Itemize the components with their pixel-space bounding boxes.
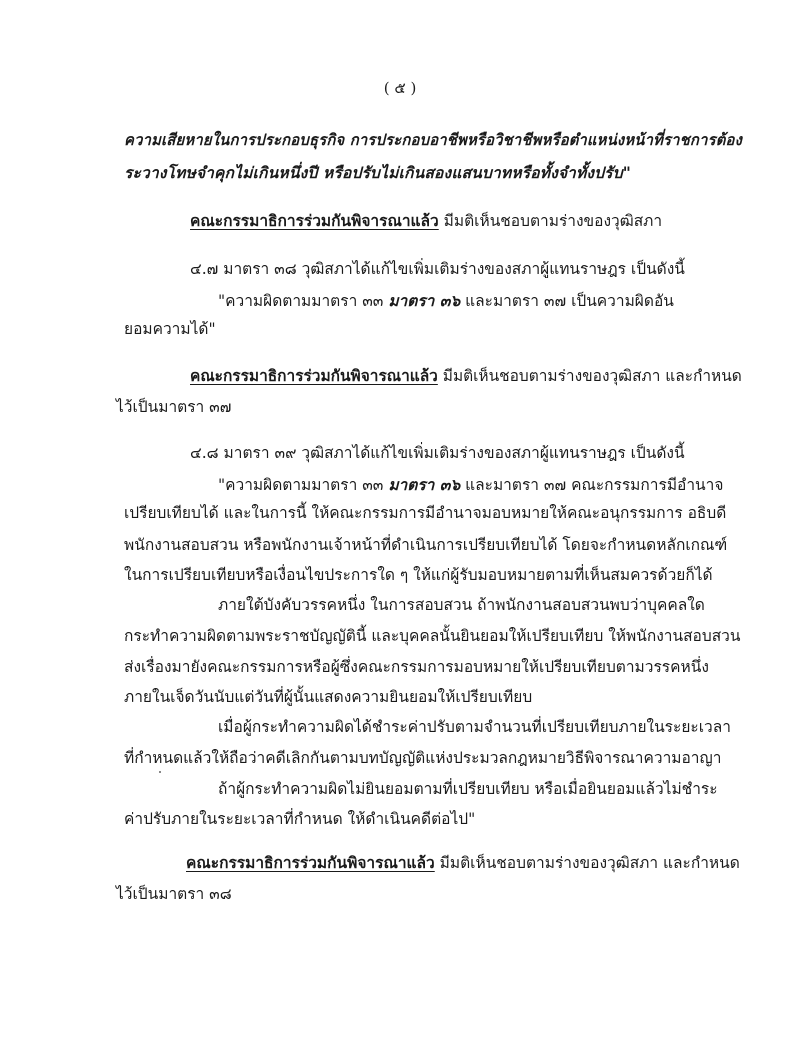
- section47-q1a: "ความผิดตามมาตรา ๓๓: [218, 292, 384, 310]
- section48-p2-line3: ส่งเรื่องมายังคณะกรรมการหรือผู้ซึ่งคณะกรรมการมอบหมายให้เปรียบเทียบตามวรรคหนึ่ง: [124, 658, 709, 676]
- section48-p3-line1: เมื่อผู้กระทำความผิดได้ชำระค่าปรับตามจำนวนที่เปรียบเทียบภายในระยะเวลา: [218, 718, 731, 736]
- resolution2-line2: ไว้เป็นมาตรา ๓๗: [116, 398, 232, 416]
- section48-p2-line4: ภายในเจ็ดวันนับแต่วันที่ผู้นั้นแสดงความยินยอมให้เปรียบเทียบ: [124, 688, 533, 706]
- section48-p1b: มาตรา ๓๖: [388, 475, 461, 494]
- resolution3-heading: คณะกรรมาธิการร่วมกันพิจารณาแล้ว: [186, 853, 435, 872]
- scan-speck: [159, 771, 161, 773]
- section48-p4-line1: ถ้าผู้กระทำความผิดไม่ยินยอมตามที่เปรียบเทียบ หรือเมื่อยินยอมแล้วไม่ชำระ: [218, 780, 718, 798]
- section47-q1b: มาตรา ๓๖: [388, 291, 461, 310]
- section48-p4-line2: ค่าปรับภายในระยะเวลาที่กำหนด ให้ดำเนินคดีต่อไป": [124, 810, 476, 828]
- section47-intro: ๔.๗ มาตรา ๓๘ วุฒิสภาได้แก้ไขเพิ่มเติมร่างของสภาผู้แทนราษฎร เป็นดังนี้: [190, 260, 685, 278]
- resolution2-heading: คณะกรรมาธิการร่วมกันพิจารณาแล้ว: [190, 366, 438, 385]
- resolution3: [186, 853, 740, 873]
- para1-line1: ความเสียหายในการประกอบธุรกิจ การประกอบอาชีพหรือวิชาชีพหรือตำแหน่งหน้าที่ราชการต้อง: [124, 130, 743, 149]
- section48-p1-line1: [218, 475, 723, 495]
- section47-q1c: และมาตรา ๓๗ เป็นความผิดอัน: [465, 292, 674, 310]
- resolution3-text: มีมติเห็นชอบตามร่างของวุฒิสภา และกำหนด: [439, 854, 740, 872]
- section48-intro: ๔.๘ มาตรา ๓๙ วุฒิสภาได้แก้ไขเพิ่มเติมร่างของสภาผู้แทนราษฎร เป็นดังนี้: [190, 444, 685, 462]
- section48-p1-line4: ในการเปรียบเทียบหรือเงื่อนไขประการใด ๆ ให้แก่ผู้รับมอบหมายตามที่เห็นสมควรด้วยก็ได้: [124, 566, 713, 584]
- para1-line2: ระวางโทษจำคุกไม่เกินหนึ่งปี หรือปรับไม่เกินสองแสนบาทหรือทั้งจำทั้งปรับ": [124, 163, 632, 182]
- resolution1-text: มีมติเห็นชอบตามร่างของวุฒิสภา: [443, 212, 663, 230]
- section48-p2-line2: กระทำความผิดตามพระราชบัญญัตินี้ และบุคคลนั้นยินยอมให้เปรียบเทียบ ให้พนักงานสอบสวน: [124, 627, 741, 645]
- resolution1: [190, 211, 662, 231]
- resolution2-text: มีมติเห็นชอบตามร่างของวุฒิสภา และกำหนด: [442, 367, 742, 385]
- resolution1-heading: คณะกรรมาธิการร่วมกันพิจารณาแล้ว: [190, 211, 439, 230]
- section47-quote-line1: [218, 291, 674, 311]
- section48-p1c: และมาตรา ๓๗ คณะกรรมการมีอำนาจ: [465, 476, 724, 494]
- section48-p1-line2: เปรียบเทียบได้ และในการนี้ ให้คณะกรรมการมีอำนาจมอบหมายให้คณะอนุกรรมการ อธิบดี: [124, 504, 727, 522]
- section48-p3-line2: ที่กำหนดแล้วให้ถือว่าคดีเลิกกันตามบทบัญญัติแห่งประมวลกฎหมายวิธีพิจารณาความอาญา: [124, 749, 722, 767]
- page-number: ( ๕ ): [383, 79, 417, 97]
- section48-p2-line1: ภายใต้บังคับวรรคหนึ่ง ในการสอบสวน ถ้าพนักงานสอบสวนพบว่าบุคคลใด: [218, 596, 705, 614]
- resolution2: [190, 366, 742, 386]
- section47-quote-line2: ยอมความได้": [124, 320, 216, 338]
- section48-p1a: "ความผิดตามมาตรา ๓๓: [218, 476, 384, 494]
- section48-p1-line3: พนักงานสอบสวน หรือพนักงานเจ้าหน้าที่ดำเนินการเปรียบเทียบได้ โดยจะกำหนดหลักเกณฑ์: [124, 536, 728, 554]
- resolution3-line2: ไว้เป็นมาตรา ๓๘: [116, 885, 232, 903]
